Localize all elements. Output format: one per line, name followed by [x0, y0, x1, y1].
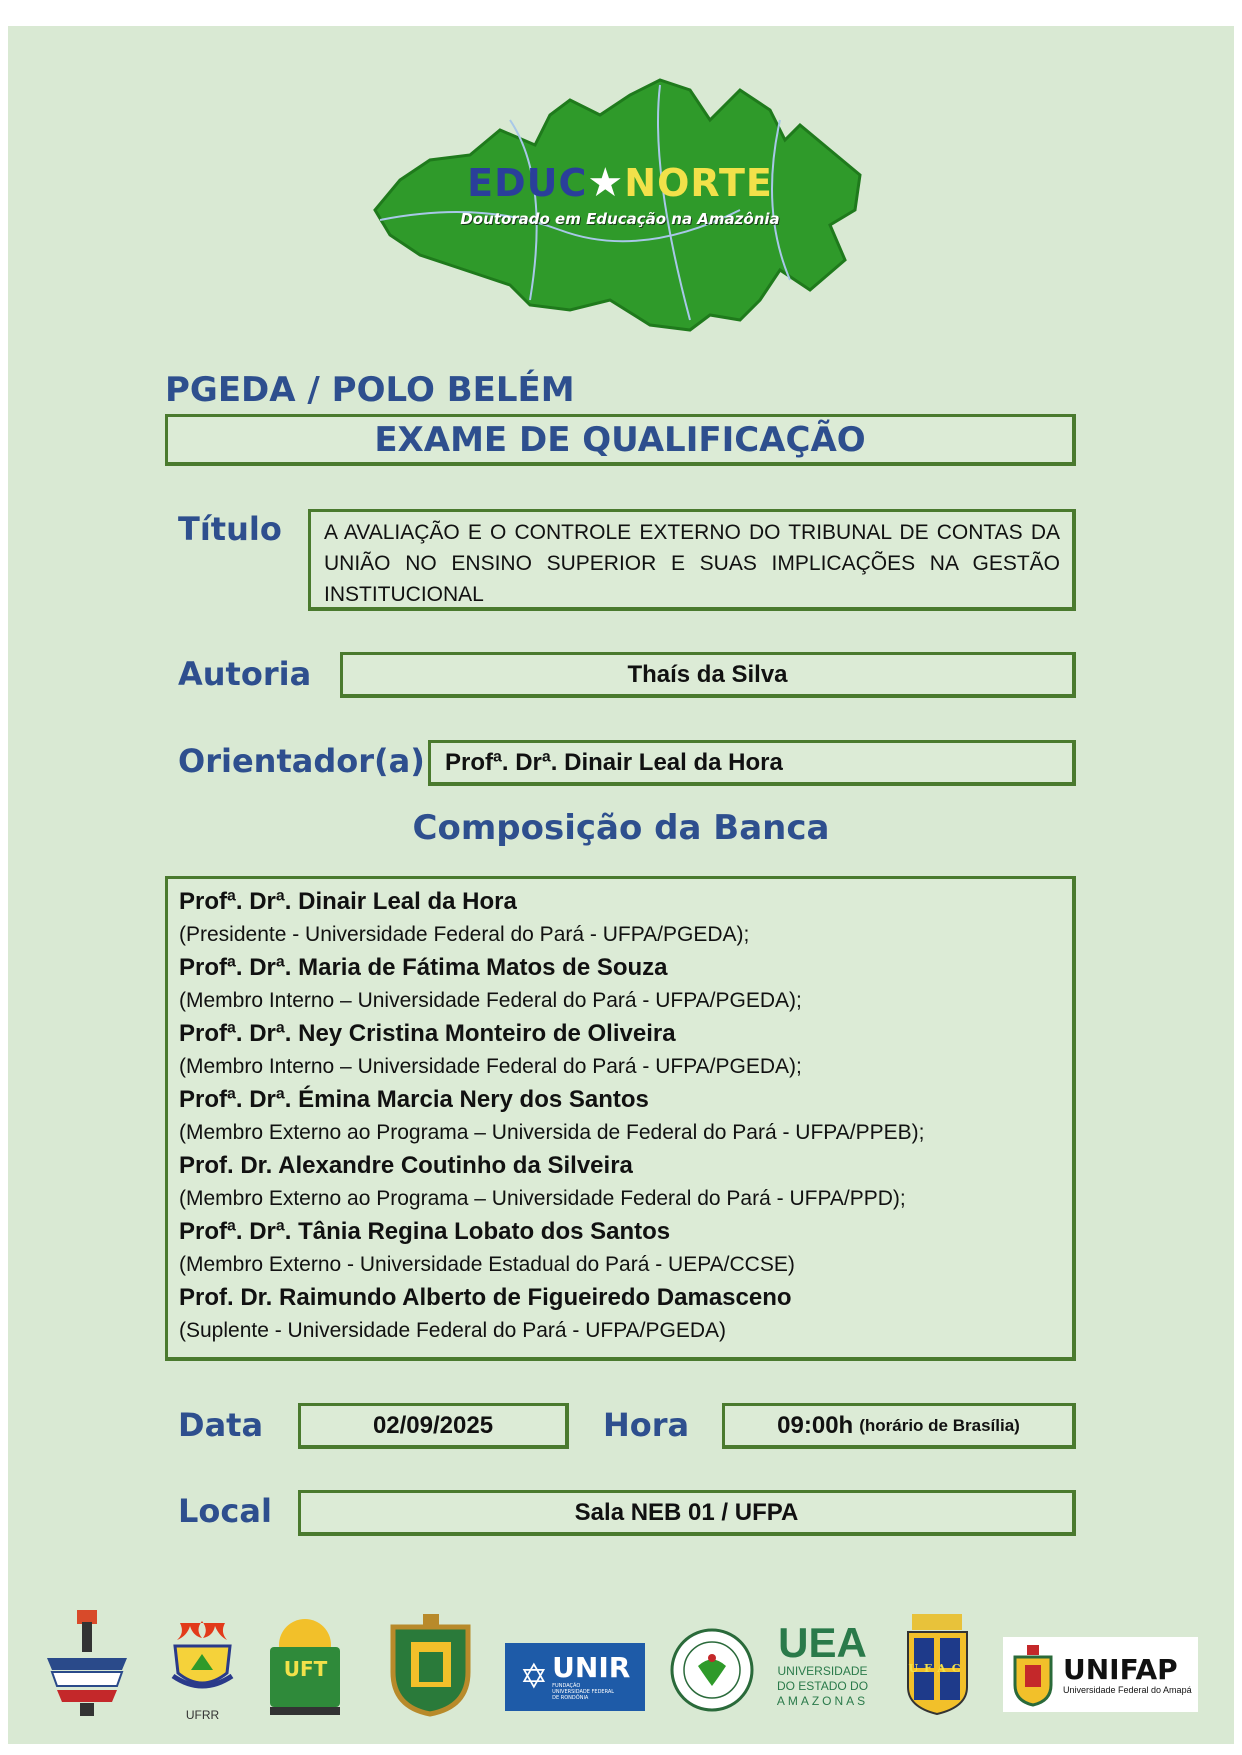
autoria-label: Autoria [178, 655, 312, 693]
educ-norte-logo [360, 60, 880, 335]
ufac-text: UFAC [908, 1662, 967, 1675]
banca-member [179, 1281, 1072, 1347]
autoria-box [340, 652, 1076, 698]
unir-text: UNIR [552, 1651, 631, 1684]
unifap-logo [1003, 1637, 1198, 1712]
banca-member-name: Profª. Drª. Dinair Leal da Hora [179, 888, 517, 915]
banca-member-name: Prof. Dr. Alexandre Coutinho da Silveira [179, 1152, 633, 1179]
uea-line1: UNIVERSIDADE [777, 1664, 868, 1678]
orientador-label: Orientador(a) [178, 742, 425, 780]
unir-logo [505, 1643, 645, 1711]
star-icon: ★ [587, 160, 625, 206]
banca-member [179, 1083, 1072, 1149]
logo-brand-right: NORTE [624, 161, 773, 205]
ufopa-seal-icon [383, 1612, 478, 1717]
banca-member [179, 1215, 1072, 1281]
banca-member [179, 1017, 1072, 1083]
unifap-seal-icon [1009, 1643, 1057, 1707]
uea-text: UEA [778, 1619, 867, 1666]
logo-subtitle: Doutorado em Educação na Amazônia [460, 210, 780, 228]
banca-member-role: (Membro Externo ao Programa – Universidade Federal do Pará - UFPA/PPD); [179, 1187, 906, 1210]
uea-line3: AMAZONAS [776, 1694, 869, 1708]
ufam-logo [670, 1628, 755, 1713]
titulo-value: A AVALIAÇÃO E O CONTROLE EXTERNO DO TRIBUNAL DE CONTAS DA UNIÃO NO ENSINO SUPERIOR E SUAS IMPLICAÇÕES NA GESTÃO INSTITUCIONAL [324, 521, 1060, 606]
titulo-box [308, 509, 1076, 611]
banca-member-name: Profª. Drª. Maria de Fátima Matos de Souza [179, 954, 668, 981]
orientador-box [428, 740, 1076, 786]
banca-member-name: Profª. Drª. Tânia Regina Lobato dos Santos [179, 1218, 671, 1245]
banca-member-name: Profª. Drª. Émina Marcia Nery dos Santos [179, 1086, 649, 1113]
local-box [298, 1490, 1076, 1536]
banca-member [179, 885, 1072, 951]
banca-member-role: (Presidente - Universidade Federal do Pará - UFPA/PGEDA); [179, 923, 750, 946]
local-value: Sala NEB 01 / UFPA [574, 1498, 799, 1526]
banca-member-name: Profª. Drª. Ney Cristina Monteiro de Oliveira [179, 1020, 676, 1047]
banca-heading: Composição da Banca [412, 808, 830, 848]
data-box [298, 1403, 569, 1449]
banca-member-role: (Membro Externo ao Programa – Universida de Federal do Pará - UFPA/PPEB); [179, 1121, 925, 1144]
ufpa-logo [42, 1608, 132, 1718]
ufopa-logo [383, 1612, 478, 1717]
banca-box [165, 876, 1076, 1361]
program-title: PGEDA / POLO BELÉM [165, 370, 575, 410]
hora-box [722, 1403, 1076, 1449]
banca-member-role: (Suplente - Universidade Federal do Pará - UFPA/PGEDA) [179, 1319, 727, 1342]
uea-line2: DO ESTADO DO [776, 1679, 869, 1693]
banca-member-role: (Membro Externo - Universidade Estadual do Pará - UEPA/CCSE) [179, 1253, 795, 1276]
titulo-label: Título [178, 510, 282, 548]
orientador-value: Profª. Drª. Dinair Leal da Hora [445, 748, 783, 776]
ufam-seal-icon [670, 1628, 755, 1713]
unir-subtitle: FUNDAÇÃO UNIVERSIDADE FEDERAL DE RONDÔNIA [552, 1683, 615, 1701]
uea-logo [775, 1619, 870, 1717]
hora-note: (horário de Brasília) [859, 1415, 1020, 1435]
uft-text: UFT [283, 1657, 328, 1681]
local-label: Local [178, 1492, 272, 1530]
banca-member-name: Prof. Dr. Raimundo Alberto de Figueiredo Damasceno [179, 1284, 792, 1311]
unifap-text: UNIFAP [1063, 1652, 1178, 1686]
hora-value: 09:00h [777, 1411, 854, 1439]
logo-brand-left: EDUC [467, 161, 588, 205]
autoria-value: Thaís da Silva [627, 660, 788, 688]
banca-member-role: (Membro Interno – Universidade Federal do Pará - UFPA/PGEDA); [179, 1055, 802, 1078]
uft-logo [258, 1615, 353, 1720]
banca-member [179, 1149, 1072, 1215]
unifap-subtitle: Universidade Federal do Amapá [1063, 1684, 1192, 1695]
banca-member [179, 951, 1072, 1017]
ufrr-logo [165, 1618, 240, 1728]
ufpa-seal-icon [42, 1608, 132, 1718]
ufrr-text: UFRR [185, 1708, 220, 1722]
logo-brand [390, 160, 850, 206]
hora-label: Hora [603, 1406, 690, 1444]
unir-star-icon: ✡ [519, 1657, 549, 1697]
banca-member-role: (Membro Interno – Universidade Federal do Pará - UFPA/PGEDA); [179, 989, 802, 1012]
data-value: 02/09/2025 [372, 1411, 494, 1439]
exam-title-box [165, 414, 1076, 466]
ufac-logo [900, 1612, 975, 1720]
data-label: Data [178, 1406, 264, 1444]
exam-title: EXAME DE QUALIFICAÇÃO [374, 419, 866, 460]
ufrr-seal-icon [165, 1618, 240, 1698]
